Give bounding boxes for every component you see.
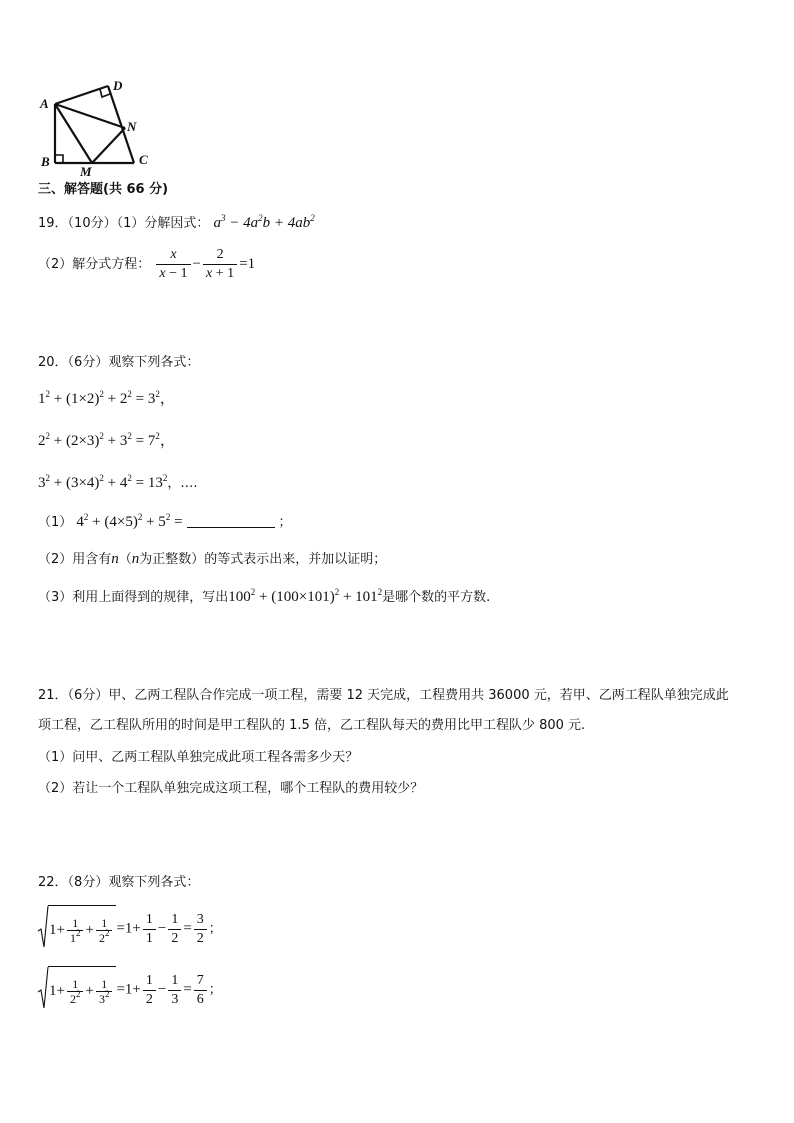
- q21-part2: （2）若让一个工程队单独完成这项工程，哪个工程队的费用较少？: [38, 781, 424, 796]
- sqrt-icon: [38, 905, 48, 949]
- q19-eq-rhs: =1: [239, 256, 256, 272]
- q19-p2: （2）解分式方程：: [38, 257, 151, 272]
- q22-head: 22．（8分）观察下列各式：: [38, 875, 200, 890]
- label-m: M: [80, 164, 92, 179]
- q20-p1-label: （1）: [38, 515, 73, 530]
- q20-eq2: $2^2 + (2\times 3)^2 + 3^2 = 7^2$，: [38, 431, 175, 449]
- q19-frac-1: $\frac{x}{x - 1}$: [156, 246, 190, 283]
- sqrt-expression: 1+ $\frac{1}{1^2}$ + $\frac{1}{2^2}$: [38, 905, 116, 953]
- q20-part2: [38, 549, 386, 570]
- q20-part1: （1） $4^2 + (4\times 5)^2 + 5^2$ = ；: [38, 512, 292, 530]
- q19-frac-2: $\frac{2}{x + 1}$: [203, 246, 237, 283]
- q20-eq3-tail: ，….: [167, 476, 198, 491]
- sqrt-icon: [38, 966, 48, 1010]
- q20-eq3: $3^2 + (3\times 4)^2 + 4^2 = 13^2$，….: [38, 473, 198, 491]
- label-d: D: [113, 78, 123, 93]
- q20-p2b: （: [118, 552, 132, 567]
- label-n: N: [127, 119, 137, 134]
- label-b: B: [41, 154, 50, 169]
- q22-eq2: 1+ $\frac{1}{2^2}$ + $\frac{1}{3^2}$ =1+ $\frac{1}{2}$ − $\frac{1}{3}$ = $\frac{7}{6}$ ；: [38, 966, 222, 1014]
- q22-eq1: 1+ $\frac{1}{1^2}$ + $\frac{1}{2^2}$ =1+ $\frac{1}{1}$ − $\frac{1}{2}$ = $\frac{3}{2}$ ；: [38, 905, 222, 953]
- q20-eq1: $1^2 + (1\times 2)^2 + 2^2 = 3^2$，: [38, 389, 175, 407]
- n-var: n: [111, 551, 119, 567]
- q19-factor-expression: $a^3 - 4a^2b + 4ab^2$: [213, 213, 315, 231]
- geometry-figure: [36, 78, 166, 179]
- q19-head: 19．（10分）（1）分解因式：: [38, 216, 210, 231]
- n-var: n: [131, 551, 140, 567]
- label-c: C: [139, 152, 148, 167]
- q21-line1: 21．（6分）甲、乙两工程队合作完成一项工程，需要 12 天完成，工程费用共 36000 元，若甲、乙两工程队单独完成此: [38, 688, 729, 703]
- q20-p2c: 为正整数）的等式表示出来，并加以证明；: [139, 552, 387, 567]
- q20-answer-blank[interactable]: [187, 513, 275, 528]
- q20-p2a: （2）用含有: [38, 552, 112, 567]
- section-title: 三、解答题(共 66 分): [38, 182, 169, 197]
- q20-p3b: 是哪个数的平方数.: [382, 590, 491, 605]
- q21-part1: （1）问甲、乙两工程队单独完成此项工程各需多少天？: [38, 750, 359, 765]
- q20-head: 20．（6分）观察下列各式：: [38, 355, 200, 370]
- q20-part3: （3）利用上面得到的规律，写出$100^2 + (100\times 101)^2 + 101^2$是哪个数的平方数.: [38, 587, 491, 605]
- q21-line2: 项工程，乙工程队所用的时间是甲工程队的 1.5 倍，乙工程队每天的费用比甲工程队少 800 元.: [38, 718, 586, 733]
- q19-line1: [38, 213, 315, 234]
- label-a: A: [40, 96, 49, 111]
- q20-p1-tail: ；: [278, 515, 292, 530]
- q19-line2: （2）解分式方程： $\frac{x}{x - 1}$ − $\frac{2}{x + 1}$ =1: [38, 247, 256, 281]
- q20-p3a: （3）利用上面得到的规律，写出: [38, 590, 229, 605]
- sqrt-expression: 1+ $\frac{1}{2^2}$ + $\frac{1}{3^2}$: [38, 966, 116, 1014]
